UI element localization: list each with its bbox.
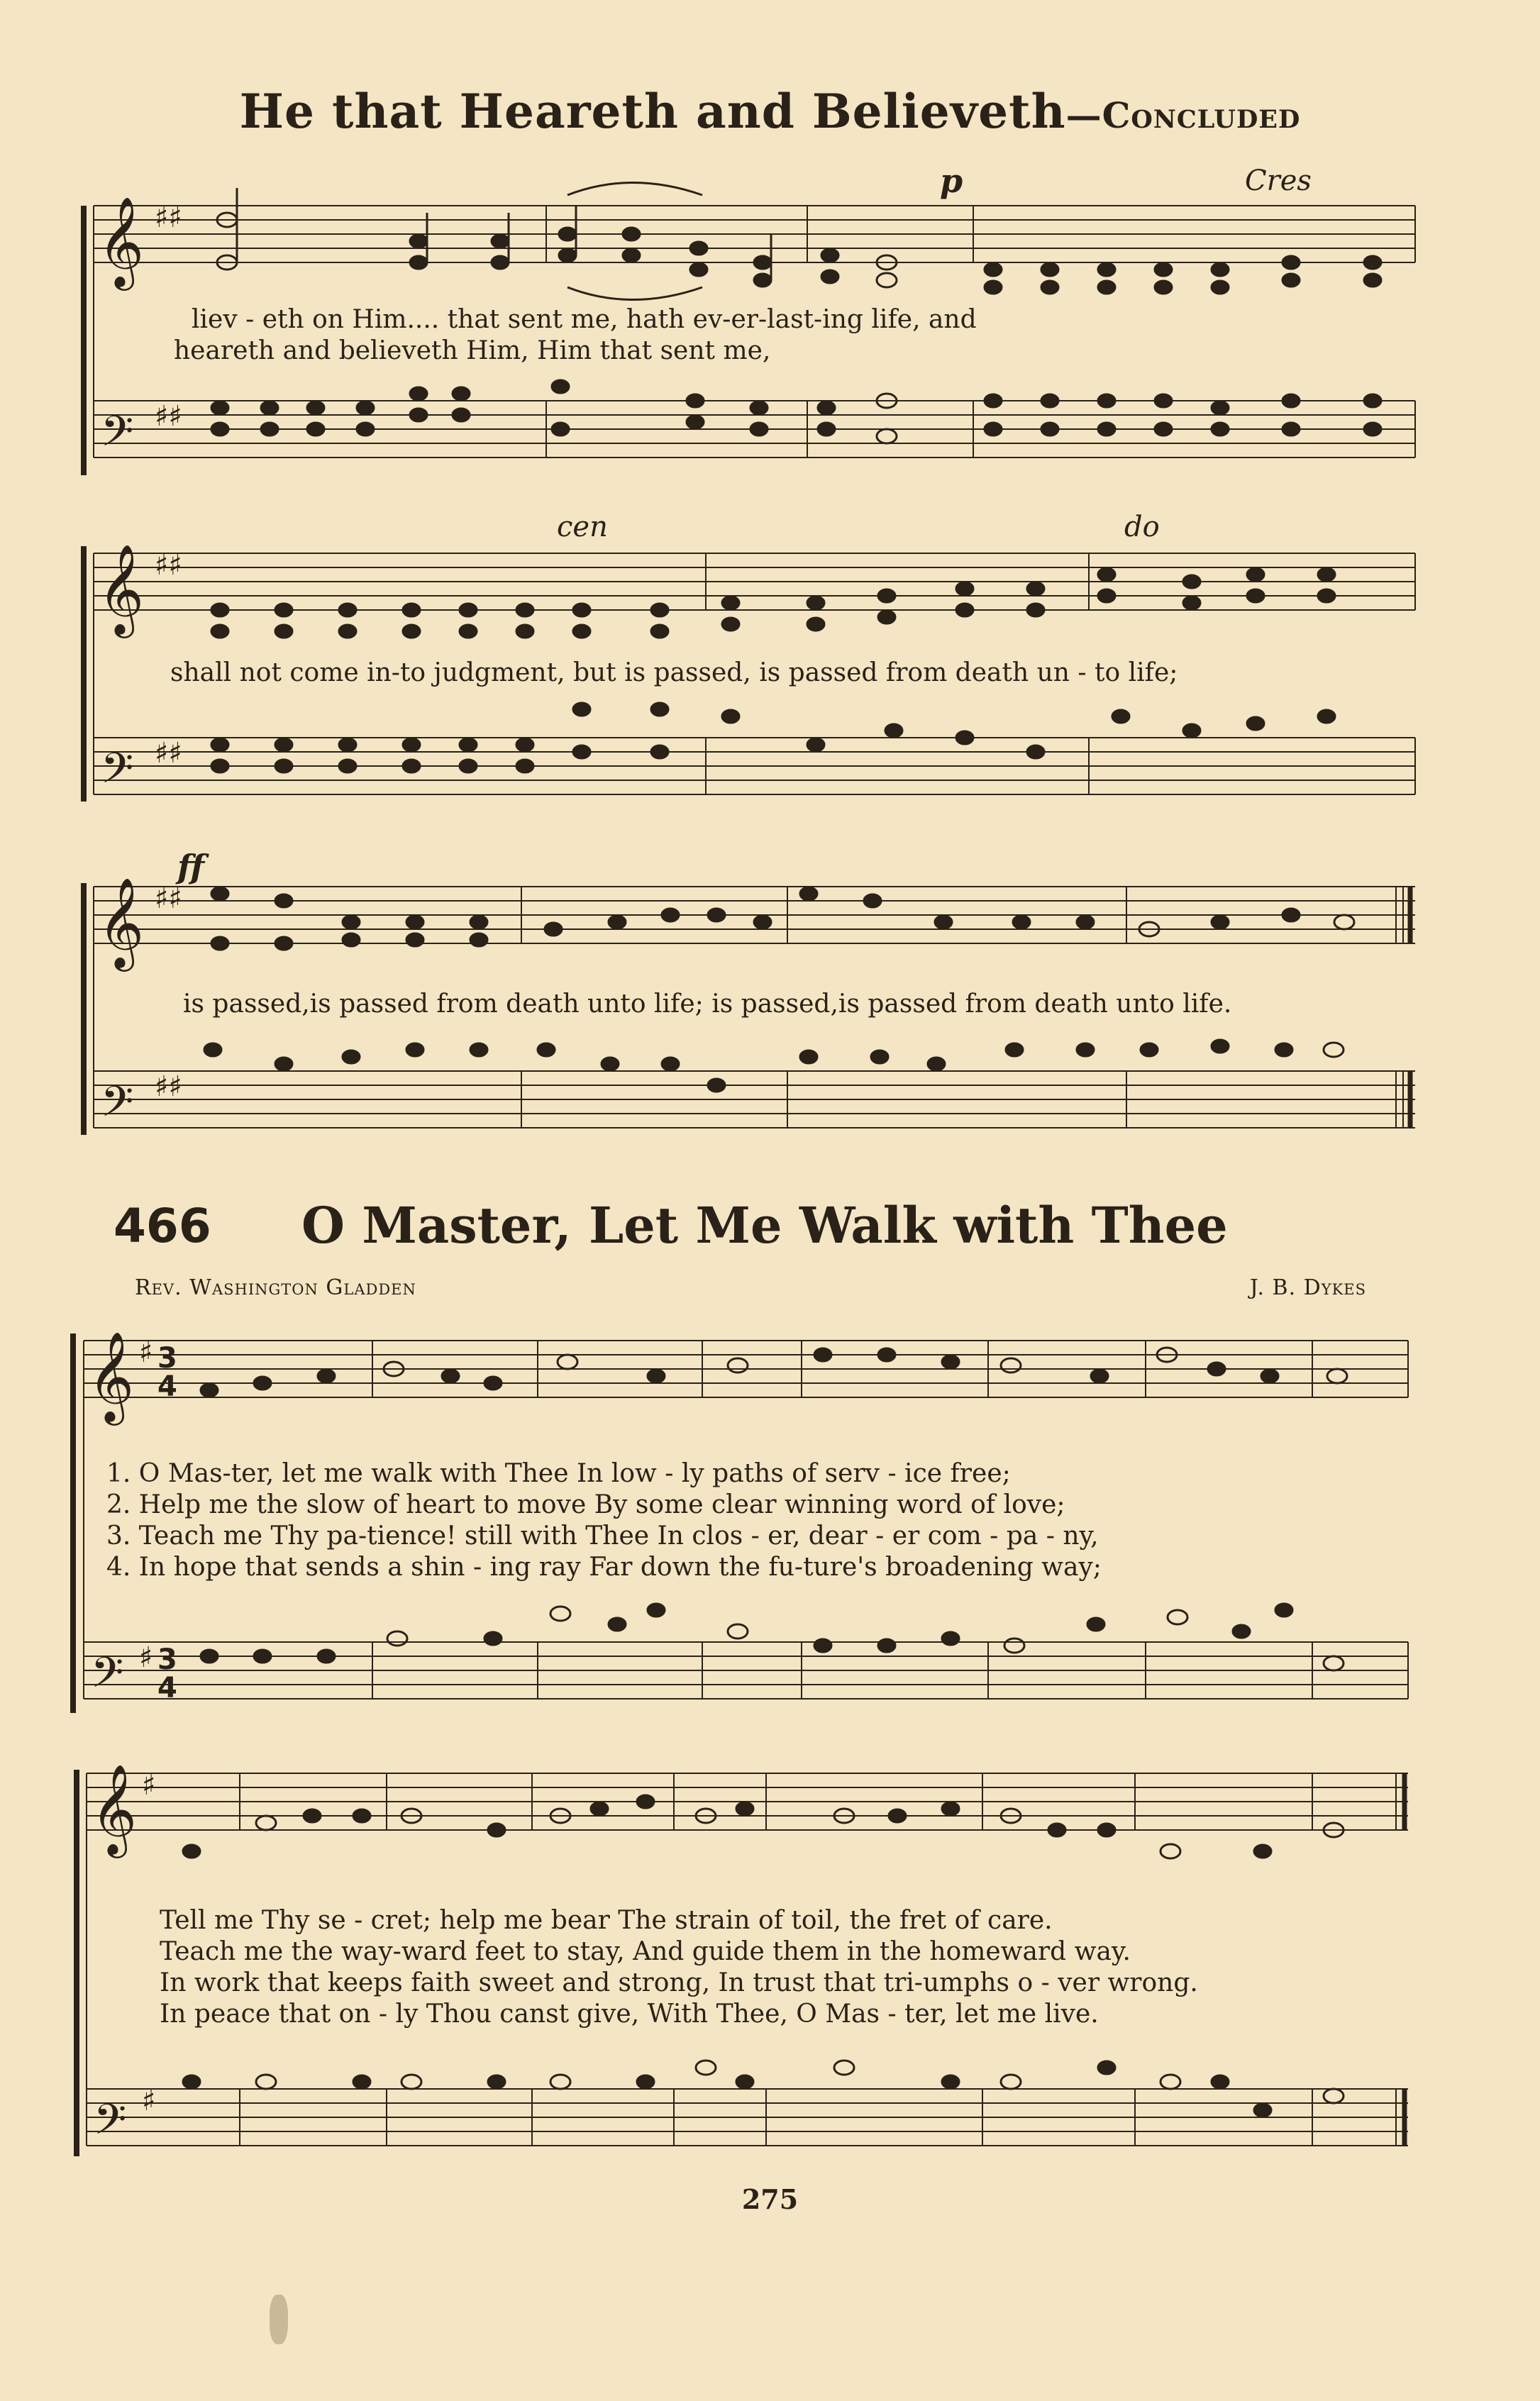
dynamic-piano: p [940, 162, 963, 200]
treble-clef-icon: 𝄞 [98, 543, 145, 634]
verse-block-2 [160, 1905, 1198, 2030]
sharp-icon: ♯♯ [155, 201, 182, 234]
time-signature-bottom: 4 [157, 1370, 177, 1403]
verse-line: In peace that on - ly Thou canst give, With Thee, O Mas - ter, let me live. [160, 2000, 1099, 2029]
bass-clef-icon: 𝄢 [94, 2095, 127, 2154]
top-hymn-title: He that Heareth and Believeth [239, 84, 1066, 139]
lyric-system-3: is passed,is passed from death unto life; is passed,is passed from death unto life. [183, 989, 1232, 1019]
treble-clef-icon: 𝄞 [98, 196, 145, 287]
dynamic-do: do [1124, 511, 1160, 543]
verse-line: Tell me Thy se - cret; help me bear The strain of toil, the fret of care. [160, 1906, 1053, 1935]
treble-clef-icon: 𝄞 [98, 877, 145, 967]
verse-line: 4. In hope that sends a shin - ing ray Far down the fu-ture's broadening way; [106, 1553, 1102, 1582]
sharp-icon: ♯♯ [155, 737, 182, 770]
hymn-title: O Master, Let Me Walk with Thee [301, 1196, 1228, 1255]
page-number: 275 [741, 2183, 799, 2215]
sharp-icon: ♯♯ [155, 400, 182, 433]
verse-line: Teach me the way-ward feet to stay, And guide them in the homeward way. [160, 1937, 1131, 1966]
sharp-icon: ♯ [139, 1336, 153, 1369]
bass-clef-icon: 𝄢 [101, 743, 134, 803]
treble-clef-icon: 𝄞 [88, 1331, 135, 1421]
verse-line: 1. O Mas-ter, let me walk with Thee In low - ly paths of serv - ice free; [106, 1459, 1011, 1488]
notes [183, 183, 1381, 2117]
lyric-system-2: shall not come in-to judgment, but is passed, is passed from death un - to life; [170, 658, 1178, 687]
sharp-icon: ♯ [142, 2085, 156, 2117]
dynamic-fortissimo: ff [177, 848, 205, 886]
hymn-heading [113, 1196, 1461, 1263]
sharp-icon: ♯ [142, 1769, 156, 1802]
dynamic-cen: cen [557, 511, 608, 543]
lyric-system-1-line-2: heareth and believeth Him, Him that sent me, [174, 336, 771, 365]
verse-line: 3. Teach me Thy pa-tience! still with Thee In clos - er, dear - er com - pa - ny, [106, 1521, 1099, 1551]
concluded-label: —Concluded [1065, 94, 1301, 136]
dynamic-cres: Cres [1245, 165, 1312, 197]
bass-clef-icon: 𝄢 [91, 1648, 124, 1707]
verse-line: In work that keeps faith sweet and strong, In trust that tri-umphs o - ver wrong. [160, 1968, 1198, 1997]
sharp-icon: ♯♯ [155, 882, 182, 915]
sharp-icon: ♯ [139, 1641, 153, 1674]
time-signature-top: 3 [157, 1643, 177, 1676]
treble-clef-icon: 𝄞 [91, 1763, 138, 1854]
hymn-number: 466 [113, 1199, 211, 1253]
hymn-composer: J. B. Dykes [1249, 1275, 1366, 1300]
verse-block-1 [106, 1458, 1102, 1583]
time-signature-top: 3 [157, 1342, 177, 1375]
bass-clef-icon: 𝄢 [101, 406, 134, 466]
sharp-icon: ♯♯ [155, 1070, 182, 1103]
lyric-system-1-line-1: liev - eth on Him.... that sent me, hath ev-er-last-ing life, and [192, 305, 977, 334]
time-signature-bottom: 4 [157, 1672, 177, 1704]
verse-line: 2. Help me the slow of heart to move By some clear winning word of love; [106, 1490, 1065, 1519]
sharp-icon: ♯♯ [155, 549, 182, 582]
paper-stain [270, 2295, 288, 2344]
bass-clef-icon: 𝄢 [101, 1077, 134, 1136]
hymn-author: Rev. Washington Gladden [135, 1275, 416, 1300]
